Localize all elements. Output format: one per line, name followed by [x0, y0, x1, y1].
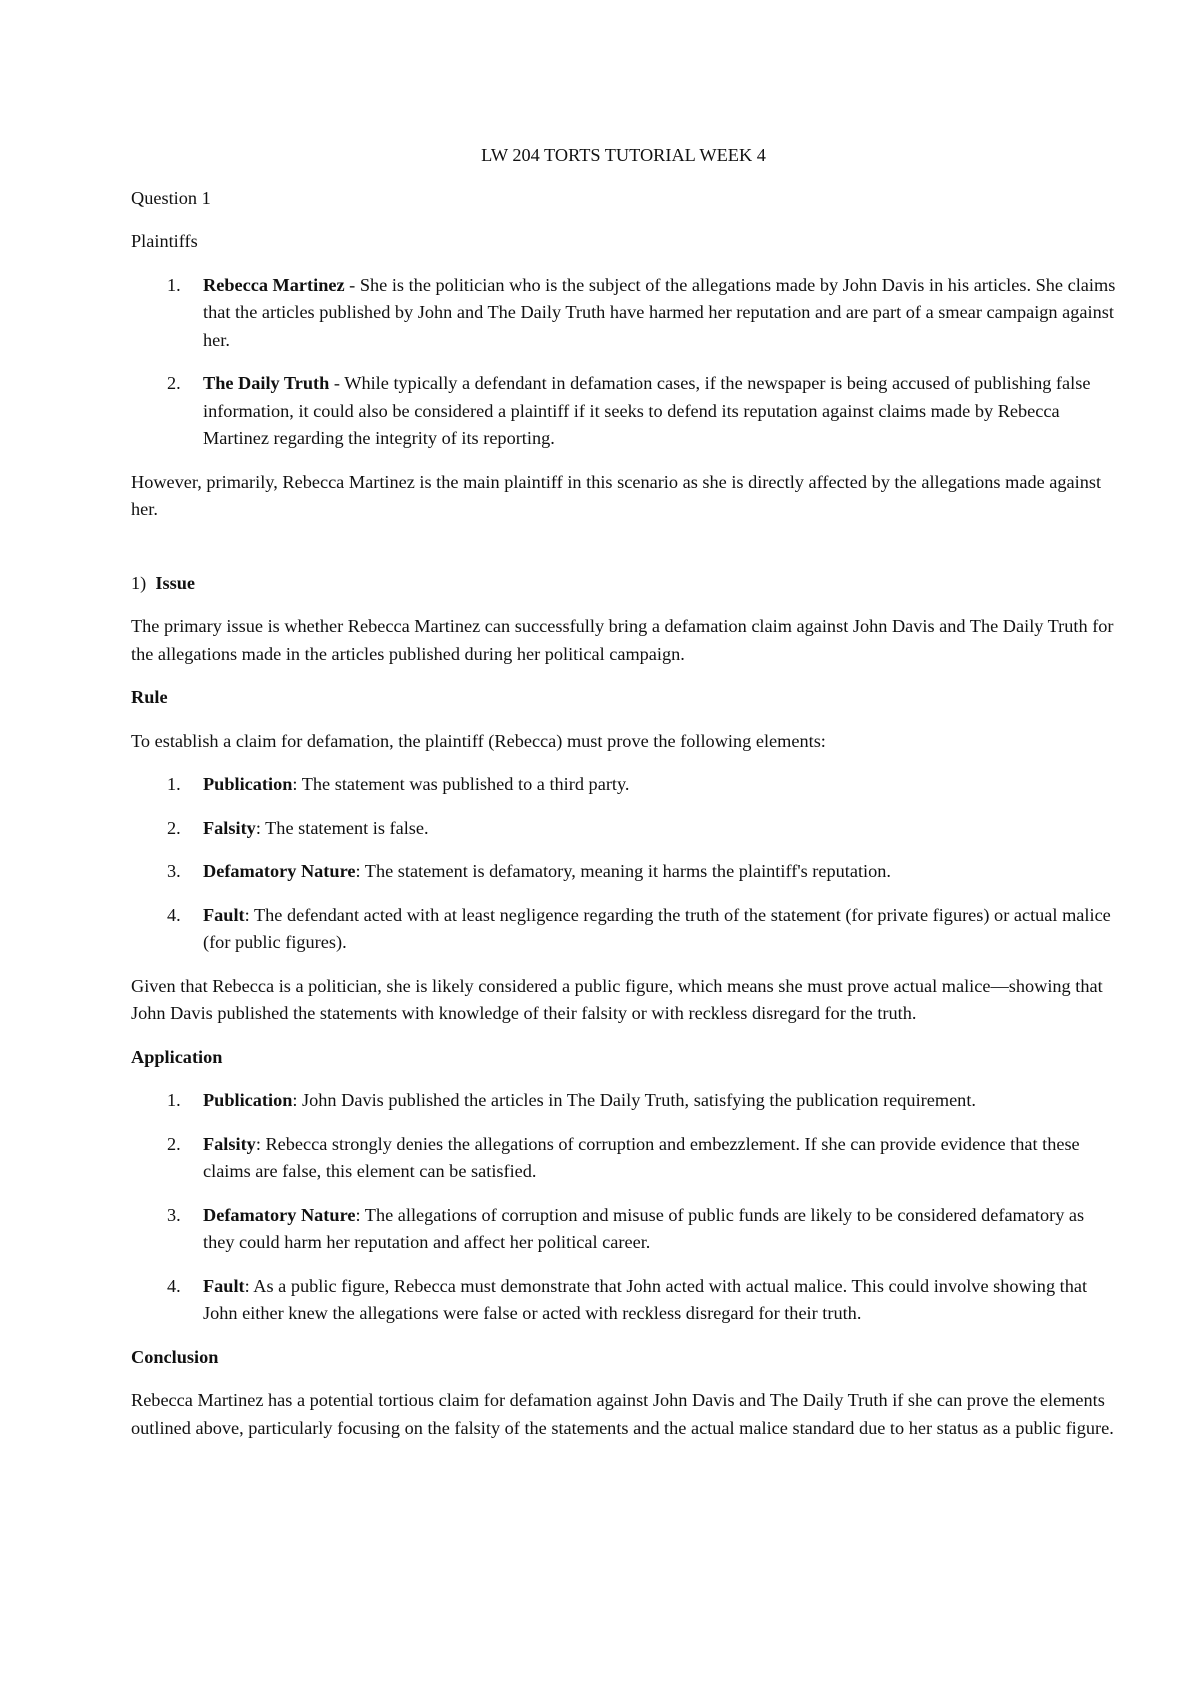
list-item	[131, 1202, 1116, 1257]
conclusion-text: Rebecca Martinez has a potential tortious claim for defamation against John Davis and The Daily Truth if she can prove the elements outlined above, particularly focusing on the falsity of the statements and the actual malice standard due to her status as a public figure.	[131, 1390, 1114, 1438]
list-number: 3.	[167, 861, 181, 881]
list-item	[131, 902, 1116, 957]
list-term: Falsity	[203, 817, 256, 838]
issue-text: The primary issue is whether Rebecca Martinez can successfully bring a defamation claim against John Davis and The Daily Truth for the allegations made in the articles published during her political campaign.	[131, 616, 1114, 664]
list-item	[131, 272, 1116, 355]
list-term: Rebecca Martinez	[203, 274, 345, 295]
list-number: 1.	[167, 1090, 181, 1110]
list-item	[131, 370, 1116, 453]
list-number: 4.	[167, 904, 181, 925]
list-number: 2.	[167, 373, 181, 393]
list-term: Fault	[203, 904, 245, 925]
list-item	[131, 815, 1116, 843]
list-text: : Rebecca strongly denies the allegations of corruption and embezzlement. If she can provide evidence that these claims are false, this element can be satisfied.	[203, 1133, 1080, 1181]
question-label: Question 1	[131, 187, 211, 208]
list-term: Fault	[203, 1275, 245, 1296]
issue-heading	[131, 570, 1116, 598]
list-item	[131, 1273, 1116, 1328]
list-number: 3.	[167, 1204, 181, 1225]
list-item	[131, 858, 1116, 886]
plaintiffs-heading: Plaintiffs	[131, 231, 198, 251]
list-text: : The statement is false.	[255, 817, 429, 838]
list-text: - While typically a defendant in defamation cases, if the newspaper is being accused of publishing false information, it could also be considered a plaintiff if it seeks to defend its reputation against claims made by Rebecca Martinez regarding the integrity of its reporting.	[203, 373, 1091, 448]
list-term: Publication	[203, 774, 293, 794]
list-number: 2.	[167, 1133, 181, 1154]
list-number: 1.	[167, 274, 181, 295]
list-term: Defamatory Nature	[203, 861, 356, 881]
rule-heading: Rule	[131, 687, 168, 707]
list-text: : John Davis published the articles in The Daily Truth, satisfying the publication requirement.	[292, 1090, 976, 1110]
list-text: : The allegations of corruption and misuse of public funds are likely to be considered defamatory as they could harm her reputation and affect her political career.	[203, 1204, 1085, 1252]
list-text: : The statement is defamatory, meaning it harms the plaintiff's reputation.	[355, 861, 891, 881]
plaintiffs-summary: However, primarily, Rebecca Martinez is the main plaintiff in this scenario as she is directly affected by the allegations made against her.	[131, 471, 1102, 519]
list-item	[131, 771, 1116, 799]
list-term: Falsity	[203, 1133, 256, 1154]
issue-number: 1)	[131, 572, 147, 593]
list-term: Publication	[203, 1090, 293, 1110]
list-text: : The statement was published to a third party.	[292, 774, 630, 794]
list-item	[131, 1087, 1116, 1115]
application-list	[131, 1087, 1116, 1328]
list-term: The Daily Truth	[203, 373, 330, 393]
rule-list	[131, 771, 1116, 957]
list-number: 4.	[167, 1275, 181, 1296]
rule-closing: Given that Rebecca is a politician, she is likely considered a public figure, which means she must prove actual malice—showing that John Davis published the statements with knowledge of their falsity or with reckless disregard for the truth.	[131, 975, 1103, 1023]
list-text: - She is the politician who is the subject of the allegations made by John Davis in his articles. She claims that the articles published by John and The Daily Truth have harmed her reputation and are part of a smear campaign against her.	[203, 274, 1116, 350]
list-text: : The defendant acted with at least negligence regarding the truth of the statement (for private figures) or actual malice (for public figures).	[203, 904, 1111, 952]
list-text: : As a public figure, Rebecca must demonstrate that John acted with actual malice. This could involve showing that John either knew the allegations were false or acted with reckless disregard for their truth.	[203, 1275, 1088, 1323]
list-item	[131, 1131, 1116, 1186]
issue-heading-text: Issue	[155, 572, 195, 593]
rule-intro: To establish a claim for defamation, the plaintiff (Rebecca) must prove the following elements:	[131, 730, 826, 751]
document-title: LW 204 TORTS TUTORIAL WEEK 4	[481, 145, 766, 165]
list-term: Defamatory Nature	[203, 1204, 356, 1225]
conclusion-heading: Conclusion	[131, 1346, 219, 1367]
document-page	[131, 142, 1116, 1458]
plaintiffs-list	[131, 272, 1116, 453]
list-number: 2.	[167, 817, 181, 838]
list-number: 1.	[167, 774, 181, 794]
application-heading: Application	[131, 1046, 223, 1067]
